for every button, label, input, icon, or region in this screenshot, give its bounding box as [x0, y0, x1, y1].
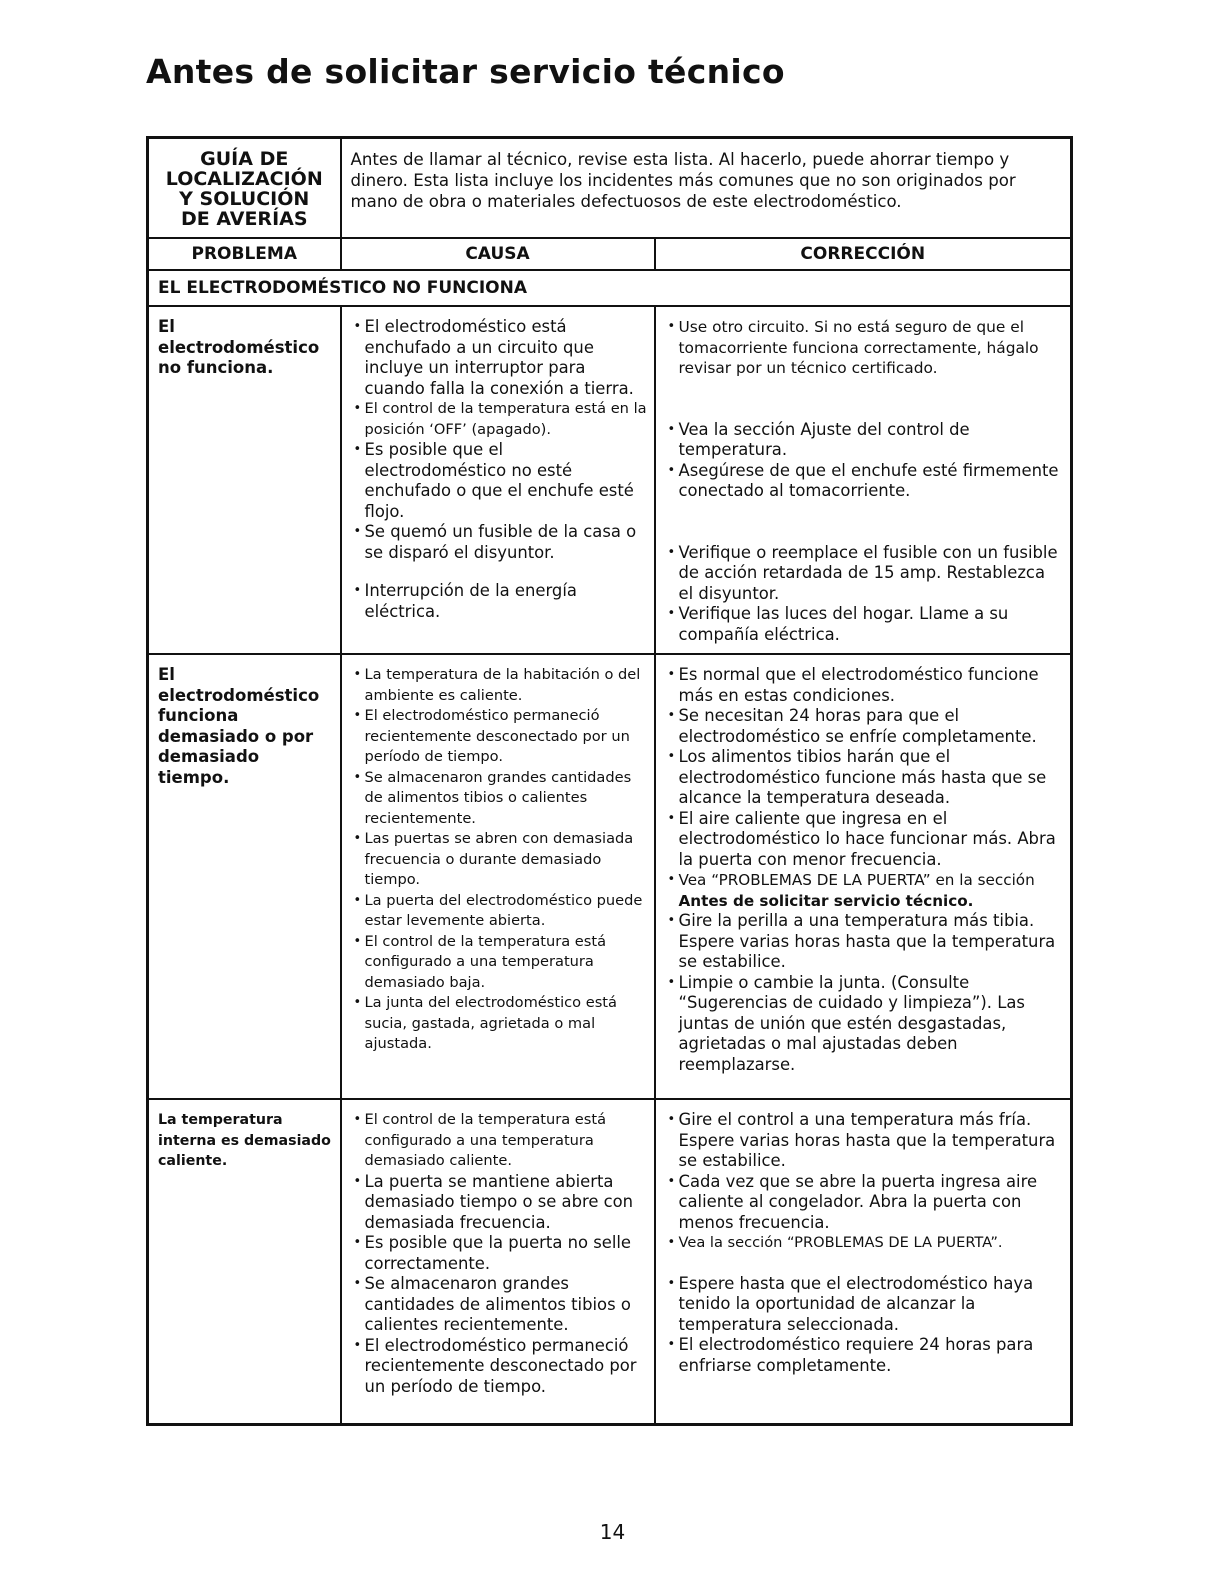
cause-item: • El control de la temperatura está configurado a una temperatura demasiado caliente. — [354, 1110, 648, 1172]
cause-item: • La puerta se mantiene abierta demasiado tiempo o se abre con demasiada frecuencia. — [354, 1172, 648, 1234]
correction-cell — [655, 306, 1072, 654]
cause-item: • Es posible que el electrodoméstico no esté enchufado o que el enchufe esté flojo. — [354, 440, 648, 522]
header-correction: CORRECCIÓN — [655, 238, 1072, 270]
cause-item: • El electrodoméstico permaneció recientemente desconectado por un período de tiempo. — [354, 706, 648, 768]
troubleshooting-table — [146, 136, 1073, 1426]
cause-item: • Es posible que la puerta no selle correctamente. — [354, 1233, 648, 1274]
cause-item: • La junta del electrodoméstico está sucia, gastada, agrietada o mal ajustada. — [354, 993, 648, 1055]
correction-item: • Cada vez que se abre la puerta ingresa aire caliente al congelador. Abra la puerta con menos frecuencia. — [668, 1172, 1065, 1234]
intro-row — [148, 138, 1072, 239]
guide-label — [148, 138, 341, 239]
cause-item: • El control de la temperatura está configurado a una temperatura demasiado baja. — [354, 932, 648, 994]
correction-item: • Espere hasta que el electrodoméstico haya tenido la oportunidad de alcanzar la temperatura seleccionada. — [668, 1274, 1065, 1336]
correction-item — [668, 870, 1065, 911]
correction-item: • Vea la sección “PROBLEMAS DE LA PUERTA”. — [668, 1233, 1065, 1254]
correction-item: • El electrodoméstico requiere 24 horas para enfriarse completamente. — [668, 1335, 1065, 1376]
correction-cell — [655, 654, 1072, 1099]
cause-item: • Se almacenaron grandes cantidades de alimentos tibios o calientes recientemente. — [354, 1274, 648, 1336]
correction-item: • Asegúrese de que el enchufe esté firmemente conectado al tomacorriente. — [668, 461, 1065, 502]
cause-item: • Se quemó un fusible de la casa o se disparó el disyuntor. — [354, 522, 648, 563]
table-row — [148, 1099, 1072, 1424]
guide-label-line: Y SOLUCIÓN — [179, 188, 310, 210]
header-problem: PROBLEMA — [148, 238, 341, 270]
correction-item: • Vea la sección Ajuste del control de temperatura. — [668, 420, 1065, 461]
problem-cell: El electrodoméstico funciona demasiado o por demasiado tiempo. — [148, 654, 341, 1099]
correction-item: • Verifique o reemplace el fusible con un fusible de acción retardada de 15 amp. Restablezca el disyuntor. — [668, 543, 1065, 605]
guide-label-line: DE AVERÍAS — [180, 208, 308, 230]
correction-item: • Se necesitan 24 horas para que el electrodoméstico se enfríe completamente. — [668, 706, 1065, 747]
guide-label-line: LOCALIZACIÓN — [165, 168, 323, 190]
cause-item: • Interrupción de la energía eléctrica. — [354, 581, 648, 622]
cause-item: • El electrodoméstico está enchufado a un circuito que incluye un interruptor para cuando falla la conexión a tierra. — [354, 317, 648, 399]
correction-text: Vea “PROBLEMAS DE LA PUERTA” en la sección — [678, 871, 1035, 889]
cause-item: • El electrodoméstico permaneció recientemente desconectado por un período de tiempo. — [354, 1336, 648, 1398]
page-title: Antes de solicitar servicio técnico — [146, 52, 785, 91]
correction-item: • Verifique las luces del hogar. Llame a su compañía eléctrica. — [668, 604, 1065, 645]
correction-item: • Limpie o cambie la junta. (Consulte “Sugerencias de cuidado y limpieza”). Las juntas de unión que estén desgastadas, agrietadas o mal ajustadas deben reemplazarse. — [668, 973, 1065, 1076]
correction-cell — [655, 1099, 1072, 1424]
cause-item: • El control de la temperatura está en la posición ‘OFF’ (apagado). — [354, 399, 648, 440]
guide-label-line: GUÍA DE — [200, 148, 289, 170]
cause-item: • Se almacenaron grandes cantidades de alimentos tibios o calientes recientemente. — [354, 768, 648, 830]
correction-item: • Gire la perilla a una temperatura más tibia. Espere varias horas hasta que la temperatura se estabilice. — [668, 911, 1065, 973]
cause-item: • La puerta del electrodoméstico puede estar levemente abierta. — [354, 891, 648, 932]
correction-item: • El aire caliente que ingresa en el electrodoméstico lo hace funcionar más. Abra la puerta con menor frecuencia. — [668, 809, 1065, 871]
problem-cell: La temperatura interna es demasiado caliente. — [148, 1099, 341, 1424]
section-row — [148, 270, 1072, 306]
page-number: 14 — [599, 1520, 626, 1544]
intro-text: Antes de llamar al técnico, revise esta lista. Al hacerlo, puede ahorrar tiempo y dinero. Esta lista incluye los incidentes más comunes que no son originados por mano de obra o materiales defectuosos de este electrodoméstico. — [341, 138, 1072, 239]
table-row — [148, 306, 1072, 654]
correction-item: • Es normal que el electrodoméstico funcione más en estas condiciones. — [668, 665, 1065, 706]
correction-bold-ref: Antes de solicitar servicio técnico. — [678, 891, 974, 910]
cause-item: • Las puertas se abren con demasiada frecuencia o durante demasiado tiempo. — [354, 829, 648, 891]
correction-item: • Gire el control a una temperatura más fría. Espere varias horas hasta que la temperatura se estabilice. — [668, 1110, 1065, 1172]
header-cause: CAUSA — [341, 238, 655, 270]
column-header-row — [148, 238, 1072, 270]
correction-item: • Los alimentos tibios harán que el electrodoméstico funcione más hasta que se alcance la temperatura deseada. — [668, 747, 1065, 809]
section-heading: EL ELECTRODOMÉSTICO NO FUNCIONA — [148, 270, 1072, 306]
cause-cell — [341, 1099, 655, 1424]
problem-cell: El electrodoméstico no funciona. — [148, 306, 341, 654]
correction-item: • Use otro circuito. Si no está seguro de que el tomacorriente funciona correctamente, hágalo revisar por un técnico certificado. — [668, 317, 1065, 379]
cause-cell — [341, 654, 655, 1099]
cause-item: • La temperatura de la habitación o del ambiente es caliente. — [354, 665, 648, 706]
cause-cell — [341, 306, 655, 654]
table-row — [148, 654, 1072, 1099]
